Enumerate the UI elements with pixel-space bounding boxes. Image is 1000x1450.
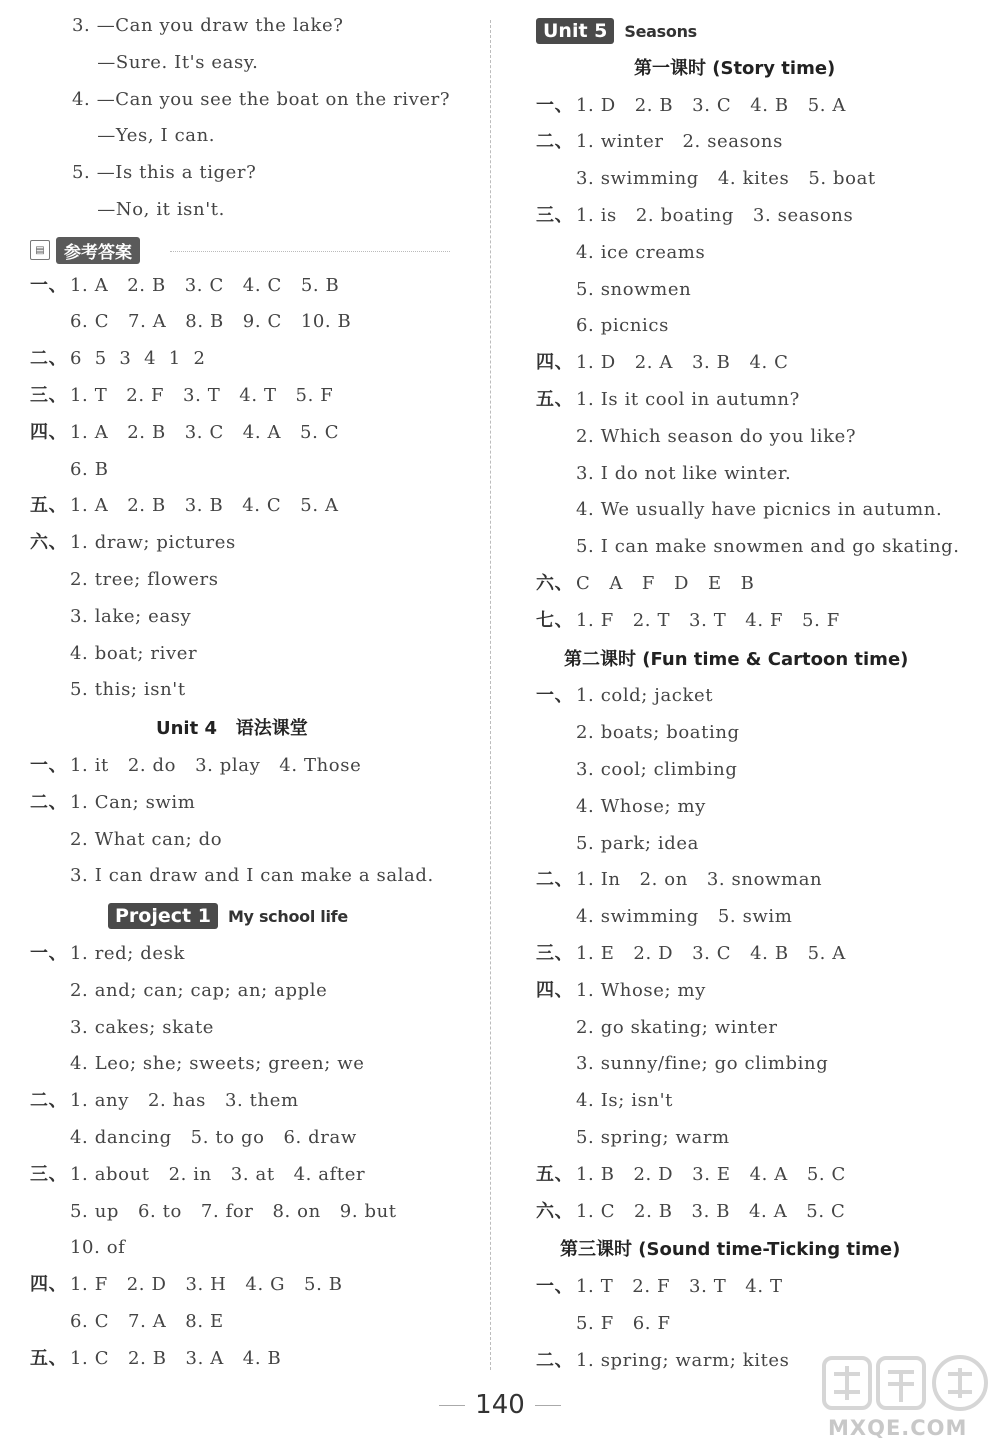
answer-text: 4. boat; river bbox=[70, 642, 198, 664]
answer-line bbox=[536, 314, 669, 338]
answer-text: 1. any 2. has 3. them bbox=[70, 1090, 299, 1112]
answer-line bbox=[536, 609, 840, 633]
answer-line bbox=[536, 905, 792, 929]
question-number: 三、 bbox=[536, 205, 574, 226]
answer-text: 3. I do not like winter. bbox=[576, 462, 792, 484]
lesson3-heading: 第三课时 (Sound time-Ticking time) bbox=[560, 1239, 901, 1261]
answer-text: 10. of bbox=[70, 1237, 126, 1259]
answer-line bbox=[536, 942, 846, 966]
answer-text: 1. F 2. T 3. T 4. F 5. F bbox=[576, 609, 840, 631]
answer-line bbox=[536, 130, 783, 154]
answer-line bbox=[30, 1163, 365, 1187]
answer-line bbox=[30, 310, 351, 334]
question-number: 五、 bbox=[30, 1347, 68, 1369]
answer-line bbox=[536, 351, 789, 375]
answer-text: 4. ice creams bbox=[576, 241, 706, 263]
answer-text: 1. A 2. B 3. C 4. C 5. B bbox=[70, 274, 340, 296]
answer-text: 4. We usually have picnics in autumn. bbox=[576, 499, 943, 521]
answer-text: 1. Is it cool in autumn? bbox=[576, 389, 800, 410]
answer-text: 5. park; idea bbox=[576, 832, 699, 854]
answer-text: 3. cool; climbing bbox=[576, 759, 738, 780]
question-number: 七、 bbox=[536, 609, 574, 631]
page-number-text: 140 bbox=[475, 1390, 525, 1420]
unit-badge-title: Seasons bbox=[624, 21, 697, 41]
question-number: 三、 bbox=[30, 385, 68, 406]
project-badge-title: My school life bbox=[227, 906, 348, 926]
unit-badge-label: Unit 5 bbox=[536, 18, 614, 44]
answer-line bbox=[536, 1200, 845, 1224]
answer-line bbox=[536, 278, 691, 302]
answer-line bbox=[536, 94, 846, 118]
question-number: 二、 bbox=[30, 791, 68, 813]
question-number: 一、 bbox=[30, 943, 68, 964]
answer-key-label: 参考答案 bbox=[56, 237, 140, 264]
answer-text: 1. it 2. do 3. play 4. Those bbox=[70, 755, 362, 776]
answer-line bbox=[30, 791, 195, 815]
unit-badge bbox=[536, 18, 697, 44]
dialogue-line: —No, it isn't. bbox=[72, 199, 225, 220]
answer-text: 1. In 2. on 3. snowman bbox=[576, 869, 823, 891]
answer-line bbox=[536, 721, 740, 745]
dialogue-line: 4. —Can you see the boat on the river? bbox=[72, 88, 451, 110]
answer-text: 6. picnics bbox=[576, 315, 669, 337]
answer-line bbox=[30, 642, 197, 666]
answer-line bbox=[30, 384, 333, 408]
answer-line bbox=[30, 754, 361, 778]
answer-text: 1. cold; jacket bbox=[576, 685, 714, 707]
question-number: 六、 bbox=[30, 532, 68, 554]
answer-line bbox=[536, 204, 853, 228]
answer-text: 4. Is; isn't bbox=[576, 1090, 673, 1112]
answer-line bbox=[30, 942, 185, 966]
answer-text: 1. winter 2. seasons bbox=[576, 131, 783, 153]
question-number: 五、 bbox=[536, 389, 574, 410]
book-icon: ▤ bbox=[30, 240, 50, 260]
answer-text: 1. A 2. B 3. C 4. A 5. C bbox=[70, 421, 340, 443]
page-number-dash-right bbox=[535, 1405, 561, 1406]
question-number: 三、 bbox=[536, 943, 574, 964]
answer-text: 5. snowmen bbox=[576, 278, 692, 300]
question-number: 二、 bbox=[536, 131, 574, 153]
answer-line bbox=[536, 1016, 778, 1040]
question-number: 六、 bbox=[536, 1200, 574, 1222]
project-badge bbox=[108, 903, 348, 929]
answer-line bbox=[30, 568, 219, 592]
answer-text: 1. T 2. F 3. T 4. T bbox=[576, 1276, 783, 1298]
answer-line bbox=[30, 605, 191, 629]
answer-line bbox=[30, 458, 109, 482]
answer-line bbox=[536, 832, 699, 856]
question-number: 二、 bbox=[30, 348, 68, 370]
dialogue-line: 3. —Can you draw the lake? bbox=[72, 15, 344, 36]
answer-line bbox=[536, 535, 960, 559]
page-number-dash-left bbox=[439, 1405, 465, 1406]
answer-text: 1. about 2. in 3. at 4. after bbox=[70, 1163, 366, 1185]
answer-line bbox=[30, 1016, 214, 1040]
answer-text: 1. red; desk bbox=[70, 943, 185, 964]
answer-text: 6. C 7. A 8. B 9. C 10. B bbox=[70, 311, 352, 333]
answer-line bbox=[536, 795, 706, 819]
answer-text: 1. E 2. D 3. C 4. B 5. A bbox=[576, 943, 846, 964]
answer-text: 4. swimming 5. swim bbox=[576, 906, 793, 928]
answer-line bbox=[536, 684, 713, 708]
answer-text: 3. sunny/fine; go climbing bbox=[576, 1053, 829, 1075]
answer-text: 5. this; isn't bbox=[70, 679, 186, 701]
answer-line bbox=[30, 421, 339, 445]
question-number: 五、 bbox=[30, 495, 68, 517]
answer-line bbox=[30, 1236, 125, 1260]
answer-line bbox=[536, 1312, 671, 1336]
answer-text: 3. lake; easy bbox=[70, 605, 192, 627]
answer-text: 3. swimming 4. kites 5. boat bbox=[576, 168, 876, 190]
answer-line bbox=[536, 462, 791, 486]
question-number: 二、 bbox=[536, 869, 574, 891]
answer-line bbox=[536, 1349, 790, 1373]
question-number: 四、 bbox=[536, 352, 574, 374]
answer-line bbox=[30, 494, 339, 518]
answer-text: 2. boats; boating bbox=[576, 722, 740, 744]
project-badge-label: Project 1 bbox=[108, 903, 218, 929]
header-rule bbox=[170, 251, 450, 252]
answer-line bbox=[30, 274, 339, 298]
answer-line bbox=[536, 868, 822, 892]
answer-line bbox=[536, 1089, 673, 1113]
answer-line bbox=[536, 167, 876, 191]
answer-text: 1. Whose; my bbox=[576, 979, 706, 1001]
watermark-logo bbox=[820, 1352, 995, 1444]
answer-text: 1. C 2. B 3. A 4. B bbox=[70, 1347, 282, 1369]
answer-text: 1. is 2. boating 3. seasons bbox=[576, 205, 854, 226]
dialogue-line: —Yes, I can. bbox=[72, 125, 216, 147]
answer-text: 3. cakes; skate bbox=[70, 1016, 215, 1038]
answer-line bbox=[536, 425, 856, 449]
column-divider bbox=[490, 20, 491, 1370]
answer-line bbox=[30, 347, 206, 371]
answer-text: 3. I can draw and I can make a salad. bbox=[70, 865, 434, 887]
dialogue-line: —Sure. It's easy. bbox=[72, 51, 259, 73]
answer-line bbox=[30, 1273, 343, 1297]
answer-text: 1. Can; swim bbox=[70, 791, 196, 813]
answer-text: 6 5 3 4 1 2 bbox=[70, 348, 206, 370]
answer-text: 2. What can; do bbox=[70, 828, 223, 850]
answer-line bbox=[536, 1052, 828, 1076]
unit4-heading: Unit 4 语法课堂 bbox=[156, 718, 308, 740]
answer-text: 5. up 6. to 7. for 8. on 9. but bbox=[70, 1200, 397, 1222]
question-number: 一、 bbox=[536, 685, 574, 707]
lesson2-heading: 第二课时 (Fun time & Cartoon time) bbox=[564, 648, 909, 670]
answer-line bbox=[30, 979, 327, 1003]
question-number: 一、 bbox=[536, 94, 574, 116]
answer-line bbox=[30, 1200, 397, 1224]
answer-line bbox=[30, 1052, 364, 1076]
answer-line bbox=[536, 979, 706, 1003]
answer-text: 2. tree; flowers bbox=[70, 569, 219, 590]
question-number: 一、 bbox=[30, 274, 68, 296]
answer-text: 1. A 2. B 3. B 4. C 5. A bbox=[70, 495, 339, 517]
answer-line bbox=[536, 572, 755, 596]
answer-text: 1. B 2. D 3. E 4. A 5. C bbox=[576, 1163, 846, 1185]
question-number: 四、 bbox=[30, 421, 68, 443]
answer-text: 2. Which season do you like? bbox=[576, 425, 857, 447]
answer-line bbox=[30, 828, 222, 852]
answer-line bbox=[30, 1310, 224, 1334]
lesson1-heading: 第一课时 (Story time) bbox=[634, 57, 836, 79]
answer-line bbox=[536, 498, 942, 522]
question-number: 三、 bbox=[30, 1163, 68, 1185]
answer-text: 1. D 2. B 3. C 4. B 5. A bbox=[576, 94, 846, 116]
answer-line bbox=[536, 758, 737, 782]
answer-text: 2. and; can; cap; an; apple bbox=[70, 979, 328, 1001]
dialogue-line: 5. —Is this a tiger? bbox=[72, 162, 257, 184]
answer-text: 4. Leo; she; sweets; green; we bbox=[70, 1053, 365, 1075]
answer-text: 5. spring; warm bbox=[576, 1127, 730, 1148]
answer-text: 1. spring; warm; kites bbox=[576, 1349, 790, 1371]
answer-line bbox=[30, 1089, 299, 1113]
answer-line bbox=[536, 241, 705, 265]
answer-text: 6. C 7. A 8. E bbox=[70, 1311, 224, 1332]
question-number: 六、 bbox=[536, 573, 574, 594]
answer-line bbox=[30, 1126, 357, 1150]
answer-line bbox=[536, 1275, 783, 1299]
answer-text: 6. B bbox=[70, 458, 109, 480]
answer-line bbox=[30, 531, 236, 555]
answer-text: 2. go skating; winter bbox=[576, 1016, 778, 1038]
question-number: 四、 bbox=[30, 1274, 68, 1296]
answer-key-header bbox=[30, 237, 140, 264]
answer-text: 4. dancing 5. to go 6. draw bbox=[70, 1127, 357, 1148]
watermark-logo-icon bbox=[820, 1352, 995, 1422]
question-number: 一、 bbox=[536, 1276, 574, 1298]
answer-text: 5. I can make snowmen and go skating. bbox=[576, 536, 960, 558]
answer-line bbox=[536, 388, 800, 412]
answer-text: 1. T 2. F 3. T 4. T 5. F bbox=[70, 385, 334, 406]
watermark-text: MXQE.COM bbox=[828, 1416, 968, 1440]
answer-text: 1. draw; pictures bbox=[70, 532, 236, 554]
answer-line bbox=[30, 678, 186, 702]
answer-text: 4. Whose; my bbox=[576, 795, 706, 817]
answer-line bbox=[536, 1126, 730, 1150]
question-number: 一、 bbox=[30, 755, 68, 776]
answer-text: 1. C 2. B 3. B 4. A 5. C bbox=[576, 1200, 846, 1222]
question-number: 二、 bbox=[536, 1349, 574, 1371]
answer-text: 1. F 2. D 3. H 4. G 5. B bbox=[70, 1274, 343, 1296]
answer-text: 5. F 6. F bbox=[576, 1313, 671, 1334]
question-number: 五、 bbox=[536, 1163, 574, 1185]
answer-line bbox=[30, 864, 434, 888]
answer-line bbox=[536, 1163, 846, 1187]
question-number: 四、 bbox=[536, 979, 574, 1001]
answer-line bbox=[30, 1347, 281, 1371]
answer-text: 1. D 2. A 3. B 4. C bbox=[576, 352, 789, 374]
answer-text: C A F D E B bbox=[576, 573, 755, 594]
question-number: 二、 bbox=[30, 1090, 68, 1112]
